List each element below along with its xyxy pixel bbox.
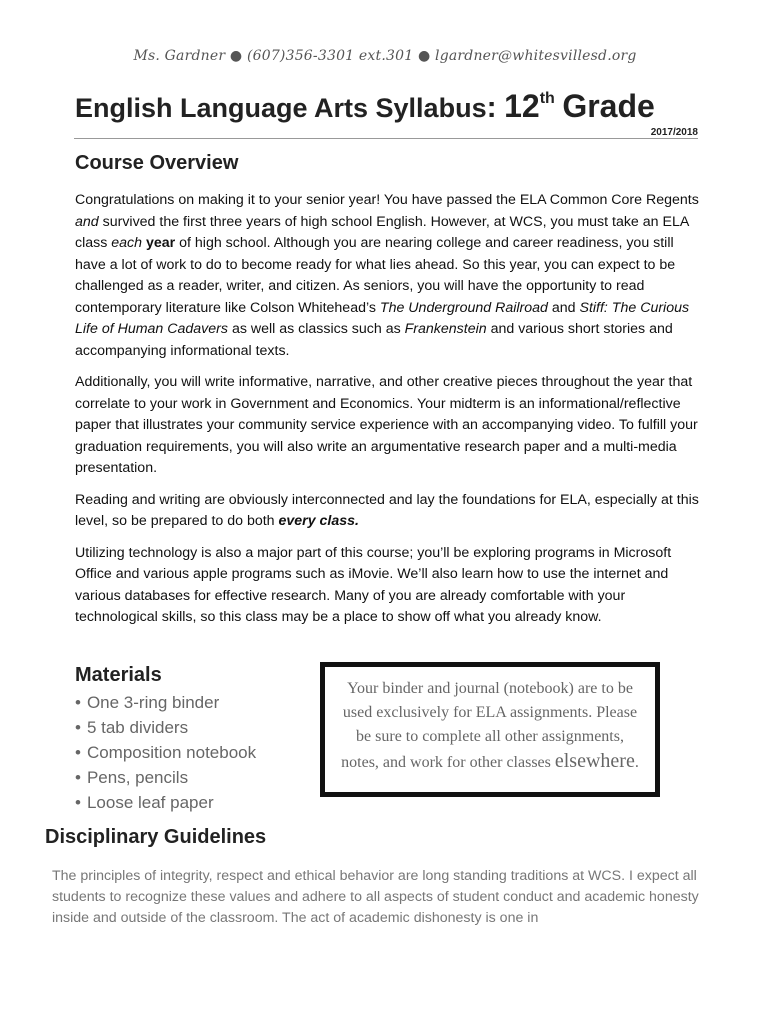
- book-title-frankenstein: Frankenstein: [404, 321, 487, 337]
- disciplinary-guidelines-heading: Disciplinary Guidelines: [45, 826, 267, 848]
- p1-text-3: of high school. Although you are nearing college and career readiness, you still have a lot of work to do to become ready for what lies ahead. So this year, you can expect to be challenged as a reader, writer, and citizen. As seniors, you will have the opportunity to read contemporary literature like Colson Whitehead’s: [75, 235, 676, 316]
- p1-text-4: and: [547, 299, 580, 316]
- title-main: English Language Arts Syllabus: [75, 93, 487, 123]
- title-colon: :: [486, 91, 497, 124]
- p1-italic-and: and: [75, 213, 99, 230]
- page-title: [75, 88, 700, 125]
- school-year: 2017/2018: [650, 127, 698, 138]
- materials-item-tab-dividers: • 5 tab dividers: [75, 715, 256, 740]
- materials-heading: Materials: [75, 664, 162, 686]
- note-box-period: .: [634, 754, 639, 771]
- title-grade-word: Grade: [562, 88, 655, 124]
- book-title-stiff: Stiff: The Curious Life of Human Cadavers: [75, 299, 690, 337]
- p1-text-6: and various short stories and accompanying informational texts.: [75, 321, 673, 359]
- p3-text: Reading and writing are obviously interconnected and lay the foundations for ELA, especially at this level, so be prepared to do both: [75, 491, 699, 529]
- note-box-text: Your binder and journal (notebook) are to be used exclusively for ELA assignments. Please be sure to complete all other assignments, notes, and work for other classes: [341, 680, 638, 771]
- title-grade-number: 12: [504, 88, 540, 124]
- title-grade-suffix: th: [539, 90, 555, 107]
- course-overview-heading: Course Overview: [75, 152, 239, 174]
- course-overview-body: [75, 190, 700, 639]
- p1-italic-each: each: [111, 235, 143, 251]
- materials-item-binder: • One 3-ring binder: [75, 690, 256, 715]
- teacher-contact-line: Ms. Gardner ● (607)356-3301 ext.301 ● lgardner@whitesvillesd.org: [133, 48, 637, 64]
- overview-paragraph-3: [75, 490, 700, 533]
- overview-paragraph-1: [75, 190, 700, 362]
- p3-emphasis-every-class: every class.: [278, 513, 359, 529]
- p1-text-2: survived the first three years of high school English. However, at WCS, you must take an ELA class: [75, 213, 689, 251]
- materials-item-pens-pencils: • Pens, pencils: [75, 765, 256, 790]
- overview-paragraph-4: Utilizing technology is also a major part of this course; you’ll be exploring programs in Microsoft Office and various apple programs such as iMovie. We’ll also learn how to use the internet and various databases for effective research. Many of you are already comfortable with your technological skills, so this class may be a place to show off what you already know.: [75, 544, 672, 625]
- disciplinary-guidelines-text: The principles of integrity, respect and ethical behavior are long standing traditions at WCS. I expect all students to recognize these values and adhere to all aspects of student conduct and academic honesty inside and outside of the classroom. The act of academic dishonesty is one in: [52, 868, 699, 926]
- p1-text-5: as well as classics such as: [228, 321, 405, 337]
- materials-list: [75, 690, 256, 815]
- book-title-underground-railroad: The Underground Railroad: [379, 299, 548, 316]
- binder-note-box: [320, 662, 660, 797]
- p1-text-1: Congratulations on making it to your senior year! You have passed the ELA Common Core Regents: [75, 192, 699, 208]
- title-divider: [74, 138, 698, 139]
- p1-bold-year: year: [145, 235, 176, 251]
- materials-item-loose-leaf-paper: • Loose leaf paper: [75, 790, 256, 815]
- materials-item-composition-notebook: • Composition notebook: [75, 740, 256, 765]
- overview-paragraph-2: Additionally, you will write informative, narrative, and other creative pieces throughout the year that correlate to your work in Government and Economics. Your midterm is an informational/reflective paper that illustrates your community service experience with an accompanying video. To fulfill your graduation requirements, you will also write an argumentative research paper and a multi-media presentation.: [75, 374, 698, 476]
- note-box-emphasis: elsewhere: [554, 750, 635, 772]
